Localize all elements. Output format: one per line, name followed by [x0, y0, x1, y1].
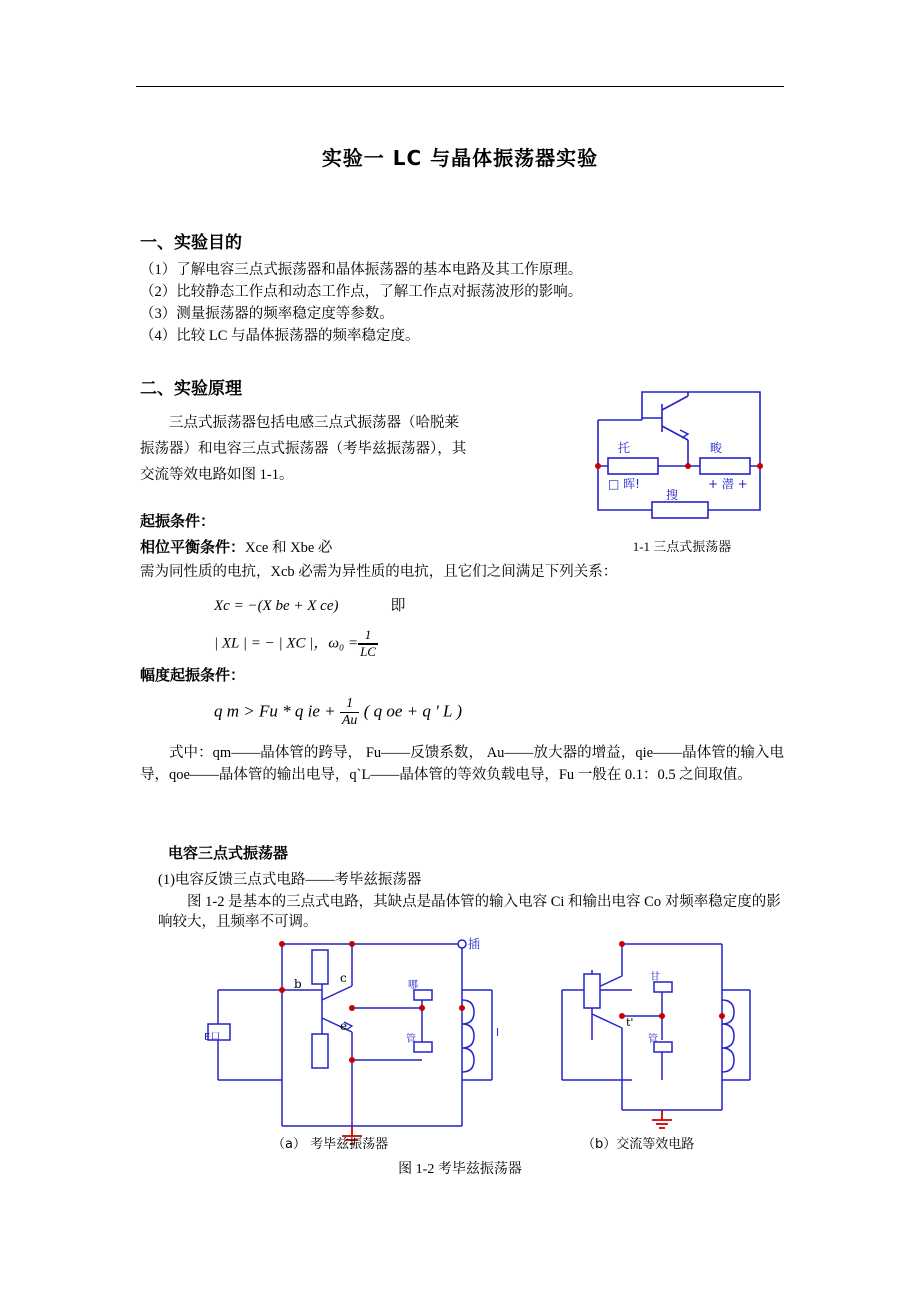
section-3-heading: 电容三点式振荡器	[168, 844, 289, 862]
fraction-numerator: 1	[358, 628, 378, 644]
figure-1-1-label-3: □ 晖!	[608, 477, 640, 491]
formula-3	[214, 696, 462, 729]
list-item: （4）比较 LC 与晶体振荡器的频率稳定度。	[140, 328, 420, 344]
figure-1-1-label-5: 搜	[666, 488, 679, 502]
formula-2	[214, 628, 378, 660]
formula-1-body: Xc = −(X be + X ce)	[214, 598, 339, 614]
formula-1	[214, 594, 406, 615]
amplitude-condition-heading: 幅度起振条件：	[140, 666, 246, 684]
section-2-heading: 二、实验原理	[140, 379, 242, 399]
formula-2-fraction	[358, 628, 378, 660]
formula-2-left: | XL | = − | XC |	[214, 635, 314, 652]
page-content	[136, 0, 784, 1302]
formula-3-fraction	[340, 696, 360, 729]
oscillation-condition-heading: 起振条件：	[140, 512, 216, 530]
figure-1-2	[162, 930, 762, 1152]
fraction-denominator: LC	[360, 643, 376, 659]
figure-1-2-label-insert: 插	[468, 937, 481, 951]
figure-1-2-label-cap3: 甘	[650, 972, 660, 983]
resistor-right	[700, 458, 750, 474]
figure-1-1-label-1: 托	[618, 441, 631, 455]
amplitude-description: 式中：qm——晶体管的跨导， Fu——反馈系数， Au——放大器的增益，qie——晶体管的输入电导，qoe——晶体管的输出电导，q`L——晶体管的等效负载电导，Fu 一般在 0.1：0.5 之间取值。	[140, 745, 784, 783]
phase-condition-line	[140, 536, 470, 558]
figure-1-2-label-cap2: 管	[406, 1034, 416, 1045]
formula-3-tail: ( q oe + q ' L )	[363, 701, 463, 721]
section-1-list	[140, 260, 780, 348]
section-3-paragraph-2: 图 1-2 是基本的三点式电路，其缺点是晶体管的输入电容 Ci 和输出电容 Co 对频率稳定度的影响较大，且频率不可调。	[158, 894, 781, 930]
phase-condition-inline: Xce 和 Xbe 必	[245, 540, 333, 556]
list-item: （3）测量振荡器的频率稳定度等参数。	[140, 306, 394, 322]
header-rule	[136, 86, 784, 87]
figure-1-1-schematic	[584, 382, 780, 542]
figure-1-2-label-eport: E口	[204, 1032, 221, 1043]
list-item: （1）了解电容三点式振荡器和晶体振荡器的基本电路及其工作原理。	[140, 262, 583, 278]
formula-2-mid: ，ω₀ =	[313, 635, 359, 652]
figure-1-2-caption: 图 1-2 考毕兹振荡器	[398, 1162, 522, 1177]
formula-1-note: 即	[390, 598, 406, 614]
figure-1-1-label-2: 畯	[710, 441, 723, 455]
phase-condition-label: 相位平衡条件：	[140, 538, 246, 556]
figure-1-1-label-4: + 潜 +	[708, 477, 748, 491]
phase-condition-rest: 需为同性质的电抗，Xcb 必需为异性质的电抗，且它们之间满足下列关系：	[140, 564, 618, 580]
figure-1-2-subcaption-a: （a） 考毕兹振荡器	[272, 1137, 389, 1152]
fraction-denominator: Au	[341, 713, 358, 729]
figure-1-2-label-ind-a: l	[496, 1026, 500, 1039]
list-item: （2）比较静态工作点和动态工作点，了解工作点对振荡波形的影响。	[140, 284, 583, 300]
fraction-numerator: 1	[340, 696, 360, 713]
section-3-paragraph-1: (1)电容反馈三点式电路——考毕兹振荡器	[158, 872, 422, 888]
figure-1-2-label-cap1: 哪	[408, 980, 418, 991]
page-title: 实验一 LC 与晶体振荡器实验	[321, 146, 599, 170]
figure-1-2-label-b: b	[294, 977, 302, 991]
figure-1-2-label-cap4: 管	[648, 1034, 658, 1045]
section-2-paragraph: 三点式振荡器包括电感三点式振荡器（哈脱莱振荡器）和电容三点式振荡器（考毕兹振荡器），其交流等效电路如图 1-1。	[140, 415, 467, 483]
figure-1-2-label-t: t'	[626, 1016, 634, 1029]
figure-1-2-label-c: c	[340, 971, 347, 985]
figure-1-1	[584, 382, 780, 562]
resistor-bottom	[652, 502, 708, 518]
figure-1-2-subcaption-b: （b）交流等效电路	[582, 1137, 695, 1152]
formula-3-left: q m > Fu * q ie +	[214, 701, 336, 721]
figure-1-2-label-e: e	[340, 1019, 348, 1033]
resistor-left	[608, 458, 658, 474]
figure-1-2-schematic	[162, 930, 762, 1152]
figure-1-1-caption: 1-1 三点式振荡器	[632, 539, 732, 554]
section-1-heading: 一、实验目的	[140, 233, 242, 253]
